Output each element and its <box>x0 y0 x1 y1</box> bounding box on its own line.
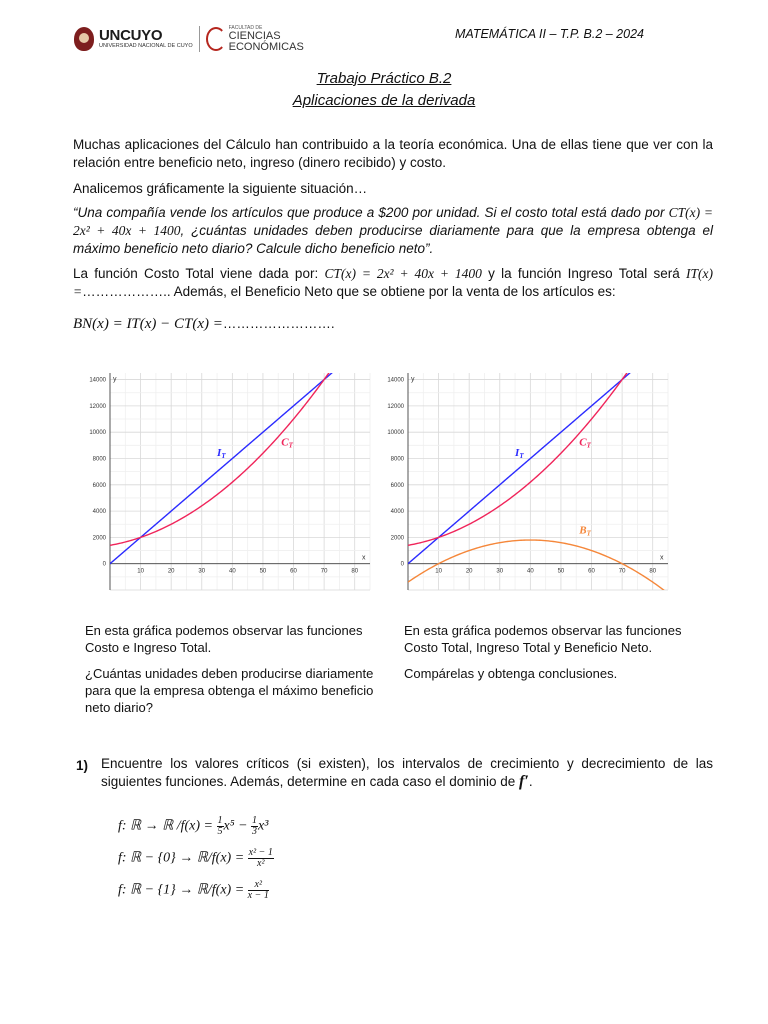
series-line-b-t <box>408 540 668 593</box>
caption-left-2: ¿Cuántas unidades deben producirse diariamente para que la empresa obtenga el máximo beneficio neto diario? <box>85 666 374 715</box>
y-tick-label: 0 <box>400 561 404 568</box>
series-line-c-t <box>110 365 370 545</box>
x-tick-label: 40 <box>527 568 534 575</box>
function-3-fraction <box>248 880 269 901</box>
income-text: y la función Ingreso Total será <box>481 266 686 281</box>
y-tick-label: 10000 <box>387 430 404 437</box>
x-tick-label: 80 <box>351 568 359 575</box>
series-label-b-t: BT <box>579 524 591 538</box>
y-tick-label: 12000 <box>387 403 404 410</box>
function-1-end: x³ <box>258 818 269 834</box>
y-tick-label: 8000 <box>92 456 106 463</box>
y-axis-label: y <box>411 376 415 383</box>
series-label-c-t: CT <box>281 436 293 450</box>
faculty-logo <box>229 26 304 53</box>
function-3-prefix: f: ℝ − {1} → ℝ/f(x) = <box>118 882 248 898</box>
x-axis-label: x <box>362 554 366 562</box>
function-1-prefix: f: ℝ → ℝ /f(x) = <box>118 818 217 834</box>
fraction-numerator: x² − 1 <box>248 847 273 858</box>
function-1 <box>118 816 268 837</box>
series-label-c-t: CT <box>579 436 591 450</box>
cost-text: La función Costo Total viene dada por: <box>73 266 325 281</box>
y-tick-label: 14000 <box>89 377 106 384</box>
x-axis-label: x <box>660 554 664 562</box>
fprime-symbol: f′ <box>519 773 529 790</box>
chart-cost-income-benefit <box>378 365 678 595</box>
x-tick-label: 30 <box>198 568 206 575</box>
university-logo-subtext: UNIVERSIDAD NACIONAL DE CUYO <box>99 43 193 50</box>
university-logo-text: UNCUYO <box>99 27 163 45</box>
cost-income-paragraph <box>73 265 713 301</box>
y-tick-label: 12000 <box>89 403 106 410</box>
intro-lead: Analicemos gráficamente la siguiente situación… <box>73 181 368 196</box>
chart-cost-income <box>80 365 380 595</box>
page-subtitle: Aplicaciones de la derivada <box>292 92 476 109</box>
fraction-numerator: 1 <box>252 815 258 826</box>
y-tick-label: 2000 <box>92 535 106 542</box>
x-tick-label: 20 <box>167 568 175 575</box>
university-seal-icon <box>74 27 94 51</box>
function-1-fraction-1 <box>217 816 224 837</box>
header-logos <box>74 24 304 54</box>
x-tick-label: 10 <box>137 568 144 575</box>
x-tick-label: 50 <box>259 568 267 575</box>
function-1-fraction-2 <box>251 816 258 837</box>
fraction-denominator: 3 <box>252 826 258 837</box>
problem-quote <box>73 204 713 258</box>
y-axis-label: y <box>113 376 117 383</box>
income-formula: IT(x) = <box>73 266 713 299</box>
faculty-logo-line1: CIENCIAS <box>228 29 281 42</box>
y-tick-label: 4000 <box>92 509 106 516</box>
series-label-i-t: IT <box>217 446 226 460</box>
x-tick-label: 70 <box>618 568 626 575</box>
net-benefit-blank: ……………………. <box>222 316 335 331</box>
y-tick-label: 10000 <box>89 430 106 437</box>
exercise-text: Encuentre los valores críticos (si existen), los intervalos de crecimiento y decrecimiento de las siguientes funciones. Además, determine en cada caso el dominio de <box>101 756 713 789</box>
y-tick-label: 0 <box>102 561 106 568</box>
page-title: Trabajo Práctico B.2 <box>316 70 452 87</box>
x-tick-label: 80 <box>649 568 657 575</box>
x-tick-label: 20 <box>465 568 473 575</box>
quote-text-b: , ¿cuántas unidades deben producirse diariamente para que la empresa obtenga el máximo beneficio neto diario? Calcule dicho beneficio neto”. <box>73 223 713 256</box>
fraction-denominator: 5 <box>217 826 223 837</box>
logo-divider <box>199 26 200 52</box>
series-label-i-t: IT <box>515 446 524 460</box>
fraction-numerator: x² <box>248 880 269 891</box>
fraction-numerator: 1 <box>217 815 223 826</box>
x-tick-label: 70 <box>320 568 328 575</box>
x-tick-label: 60 <box>588 568 595 575</box>
exercise-number: 1) <box>76 758 89 773</box>
fraction-denominator: x² <box>257 858 265 869</box>
net-benefit-line <box>73 315 713 333</box>
function-1-mid: x⁵ − <box>223 818 252 834</box>
x-tick-label: 60 <box>290 568 297 575</box>
x-tick-label: 40 <box>229 568 236 575</box>
x-tick-label: 50 <box>557 568 565 575</box>
function-2-prefix: f: ℝ − {0} → ℝ/f(x) = <box>118 850 248 866</box>
function-2-fraction <box>248 848 274 869</box>
exercise-text-end: . <box>528 774 533 789</box>
y-tick-label: 4000 <box>390 509 404 516</box>
quote-cost-formula: CT(x) = 2x² + 40x + 1400 <box>73 205 713 238</box>
y-tick-label: 8000 <box>390 456 404 463</box>
quote-text-a: “Una compañía vende los artículos que produce a $200 por unidad. Si el costo total está dado por <box>73 205 669 220</box>
y-tick-label: 6000 <box>92 482 106 489</box>
faculty-logo-small: FACULTAD DE <box>228 24 263 31</box>
caption-right-1: En esta gráfica podemos observar las funciones Costo Total, Ingreso Total y Beneficio Neto. <box>404 623 682 655</box>
net-benefit-text: ……………….. Además, el Beneficio Neto que se obtiene por la venta de los artículos es: <box>82 284 616 299</box>
net-benefit-formula: BN(x) = IT(x) − CT(x) = <box>73 316 223 332</box>
intro-paragraph: Muchas aplicaciones del Cálculo han contribuido a la teoría económica. Una de ellas tiene que ver con la relación entre beneficio neto, ingreso (dinero recibido) y costo. <box>73 137 713 170</box>
y-tick-label: 6000 <box>390 482 404 489</box>
caption-left-1: En esta gráfica podemos observar las funciones Costo e Ingreso Total. <box>85 623 363 655</box>
university-logo <box>99 28 193 49</box>
series-line-c-t <box>408 365 668 545</box>
faculty-logo-line2: ECONÓMICAS <box>228 40 304 53</box>
cost-formula: CT(x) = 2x² + 40x + 1400 <box>324 266 482 281</box>
faculty-logo-icon <box>206 27 226 51</box>
exercise-statement <box>101 755 713 791</box>
fraction-denominator: x − 1 <box>247 890 269 901</box>
caption-right-2: Compárelas y obtenga conclusiones. <box>404 666 618 681</box>
y-tick-label: 14000 <box>387 377 404 384</box>
x-tick-label: 10 <box>435 568 442 575</box>
y-tick-label: 2000 <box>390 535 404 542</box>
x-tick-label: 30 <box>496 568 504 575</box>
function-2 <box>118 848 274 869</box>
course-header: MATEMÁTICA II – T.P. B.2 – 2024 <box>455 27 644 41</box>
function-3 <box>118 880 269 901</box>
